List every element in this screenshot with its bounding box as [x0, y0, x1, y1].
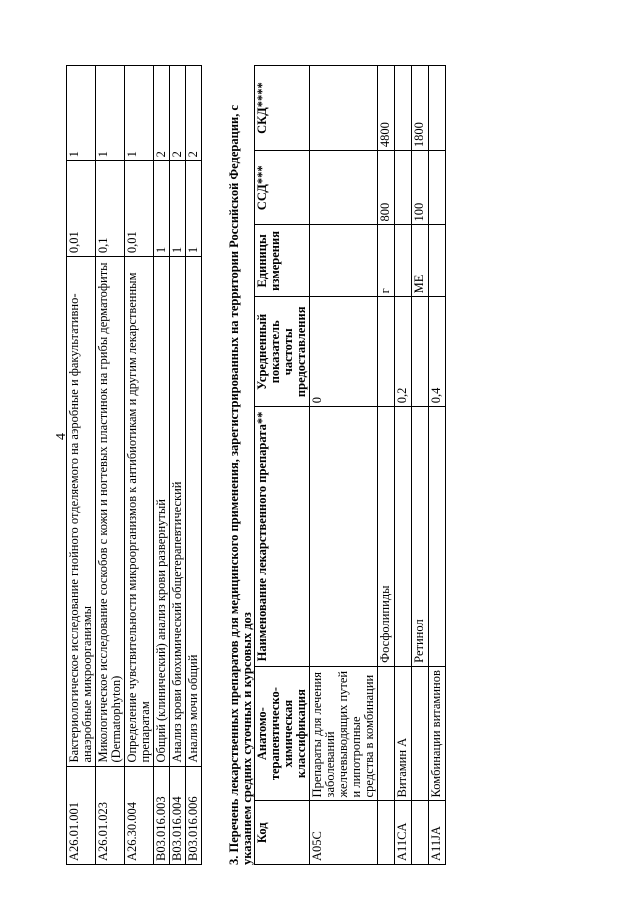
- drug-skd: 1800: [412, 66, 429, 151]
- service-name: Анализ крови биохимический общетерапевтический: [170, 257, 186, 766]
- table-row: [395, 66, 412, 865]
- table-row: [429, 66, 446, 865]
- service-code: B03.016.004: [170, 766, 186, 864]
- drug-name: [429, 407, 446, 667]
- drug-unit: МЕ: [412, 225, 429, 297]
- header-unit: Единицы измерения: [255, 225, 310, 297]
- header-code: Код: [255, 801, 310, 865]
- services-table: [66, 65, 202, 865]
- service-code: A26.30.004: [125, 766, 154, 864]
- service-frequency: 0,01: [67, 161, 96, 257]
- drug-name: Ретинол: [412, 407, 429, 667]
- service-code: B03.016.003: [154, 766, 170, 864]
- table-row: [186, 66, 202, 865]
- drug-skd: [310, 66, 378, 151]
- drug-frequency: [378, 297, 395, 407]
- header-frequency: Усредненный показатель частоты предоставления: [255, 297, 310, 407]
- drug-frequency: 0,4: [429, 297, 446, 407]
- service-multiplicity: 2: [186, 66, 202, 161]
- table-row: [170, 66, 186, 865]
- service-multiplicity: 2: [154, 66, 170, 161]
- drug-atx: Комбинации витаминов: [429, 666, 446, 801]
- service-name: Бактериологическое исследование гнойного отделяемого на аэробные и факультативно-анаэробные микроорганизмы: [67, 257, 96, 766]
- drug-code: [378, 801, 395, 865]
- service-name: Микологическое исследование соскобов с кожи и ногтевых пластинок на грибы дерматофиты (Dermatophyton): [96, 257, 125, 766]
- header-atx: Анатомо-терапевтическо-химическая классификация: [255, 666, 310, 801]
- table-row: [67, 66, 96, 865]
- service-multiplicity: 1: [125, 66, 154, 161]
- drug-ssd: [310, 151, 378, 225]
- service-frequency: 0,01: [125, 161, 154, 257]
- table-row: [310, 66, 378, 865]
- service-code: B03.016.006: [186, 766, 202, 864]
- service-multiplicity: 1: [96, 66, 125, 161]
- drug-atx: Витамин А: [395, 666, 412, 801]
- drug-frequency: [412, 297, 429, 407]
- drug-ssd: 800: [378, 151, 395, 225]
- table-row: [125, 66, 154, 865]
- service-multiplicity: 1: [67, 66, 96, 161]
- service-frequency: 1: [186, 161, 202, 257]
- service-name: Анализ мочи общий: [186, 257, 202, 766]
- service-code: A26.01.001: [67, 766, 96, 864]
- drug-skd: [395, 66, 412, 151]
- drug-frequency: 0: [310, 297, 378, 407]
- drug-atx: [378, 666, 395, 801]
- service-frequency: 0,1: [96, 161, 125, 257]
- table-row: [154, 66, 170, 865]
- drug-skd: 4800: [378, 66, 395, 151]
- drug-frequency: 0,2: [395, 297, 412, 407]
- drug-atx: [412, 666, 429, 801]
- table-row: [378, 66, 395, 865]
- drug-name: [310, 407, 378, 667]
- drug-unit: [395, 225, 412, 297]
- service-frequency: 1: [170, 161, 186, 257]
- drug-ssd: [429, 151, 446, 225]
- service-frequency: 1: [154, 161, 170, 257]
- drug-code: [412, 801, 429, 865]
- drug-ssd: [395, 151, 412, 225]
- drugs-table: [254, 65, 446, 865]
- section-heading: 3. Перечень лекарственных препаратов для медицинского применения, зарегистрированных на территории Российской Федерации, с указанием средних суточных и курсовых доз: [227, 104, 254, 865]
- page-number: 4: [54, 433, 69, 440]
- drug-atx: Препараты для лечения заболеваний желчевыводящих путей и липотропные средства в комбинации: [310, 666, 378, 801]
- drug-unit: г: [378, 225, 395, 297]
- drug-code: A11CA: [395, 801, 412, 865]
- drug-skd: [429, 66, 446, 151]
- drug-unit: [429, 225, 446, 297]
- drug-name: [395, 407, 412, 667]
- rotated-page-content: [66, 45, 626, 865]
- drug-code: A11JA: [429, 801, 446, 865]
- header-skd: СКД****: [255, 66, 310, 151]
- header-ssd: ССД***: [255, 151, 310, 225]
- service-name: Общий (клинический) анализ крови развернутый: [154, 257, 170, 766]
- table-row: [96, 66, 125, 865]
- service-name: Определение чувствительности микроорганизмов к антибиотикам и другим лекарственным препаратам: [125, 257, 154, 766]
- drug-ssd: 100: [412, 151, 429, 225]
- header-drug: Наименование лекарственного препарата**: [255, 407, 310, 667]
- drug-name: Фосфолипиды: [378, 407, 395, 667]
- service-multiplicity: 2: [170, 66, 186, 161]
- service-code: A26.01.023: [96, 766, 125, 864]
- table-row: [412, 66, 429, 865]
- drug-unit: [310, 225, 378, 297]
- table-header-row: [255, 66, 310, 865]
- drug-code: A05C: [310, 801, 378, 865]
